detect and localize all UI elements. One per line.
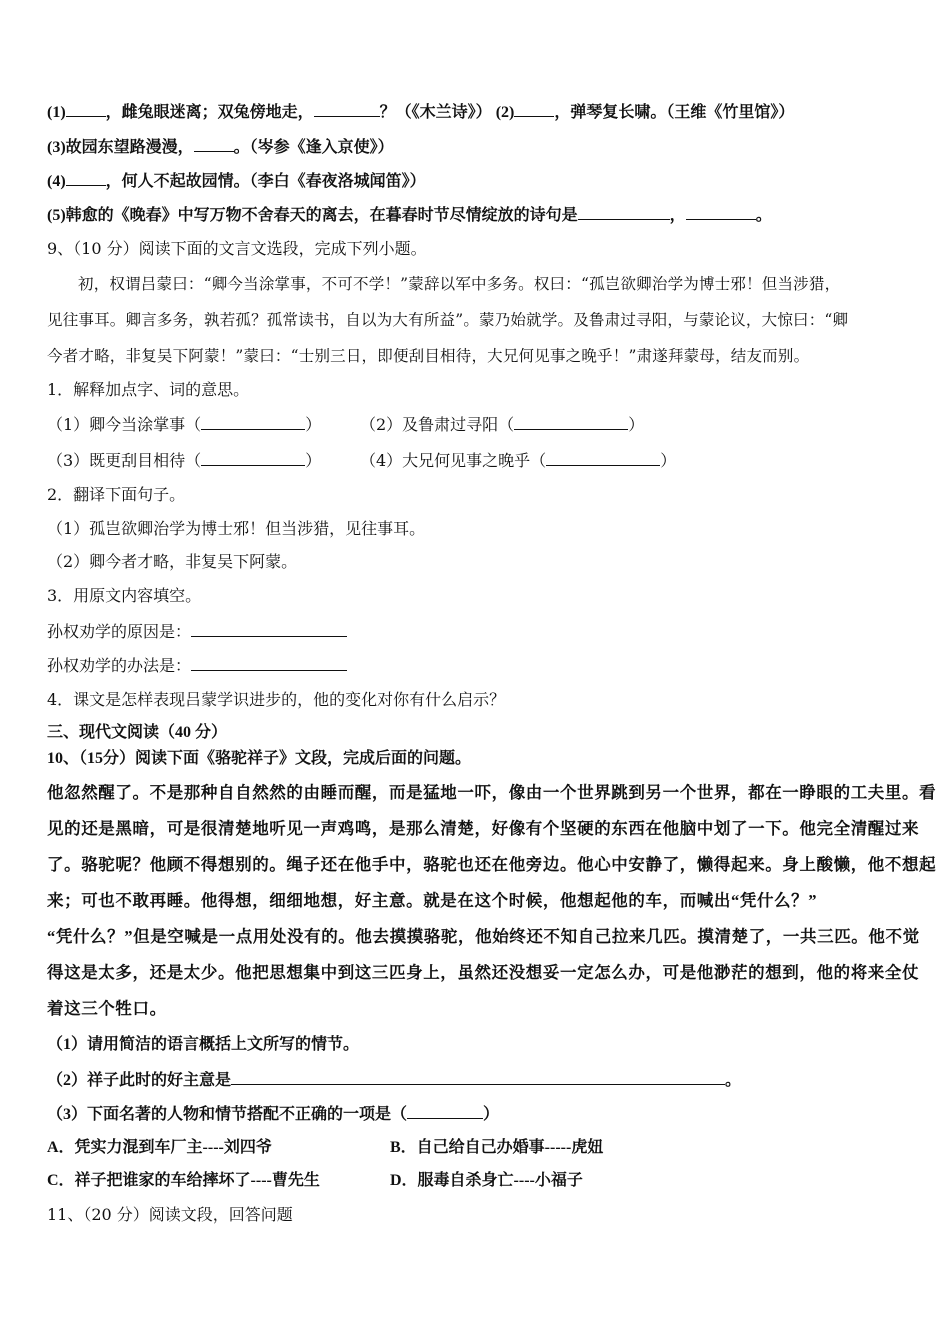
section-heading: 三、现代文阅读（40 分） <box>47 724 228 741</box>
q9-sub2: 2．翻译下面句子。 <box>47 485 186 504</box>
answer-blank[interactable] <box>66 169 106 186</box>
q9-item4 <box>360 449 676 472</box>
poem-fill-q1-q2 <box>47 100 794 124</box>
option-b[interactable]: B．自己给自己办婚事-----虎妞 <box>390 1139 604 1156</box>
item-text: （2）及鲁肃过寻阳（ <box>360 415 515 434</box>
poem-fill-q3 <box>47 135 394 159</box>
poem-fill-q4 <box>47 169 426 193</box>
q4-end: ，何人不起故园情。（李白《春夜洛城闻笛》） <box>105 173 426 190</box>
answer-blank[interactable] <box>514 413 628 430</box>
q5-end: 。 <box>755 207 772 224</box>
item-close: ） <box>305 415 322 434</box>
answer-blank[interactable] <box>191 654 347 671</box>
q2-prefix: (2) <box>495 104 515 121</box>
answer-blank[interactable] <box>578 203 670 220</box>
q2-end: 。 <box>725 1072 742 1089</box>
q9-item2 <box>360 413 644 436</box>
q2-text: （2）祥子此时的好主意是 <box>47 1072 232 1089</box>
q9-trans2: （2）卿今者才略，非复吴下阿蒙。 <box>47 552 298 571</box>
item-text: （4）大兄何见事之晚乎（ <box>360 451 547 470</box>
q9-passage-line: 初，权谓吕蒙曰：“卿今当涂掌事，不可不学！”蒙辞以军中多务。权曰：“孤岂欲卿治学为博士邪！但当涉猎， <box>78 275 841 293</box>
q3-text: （3）下面名著的人物和情节搭配不正确的一项是（ <box>47 1106 408 1123</box>
q10-q1: （1）请用简洁的语言概括上文所写的情节。 <box>47 1036 360 1053</box>
q11-heading: 11、（20 分）阅读文段，回答问题 <box>47 1205 293 1224</box>
q10-passage-line: 着这三个牲口。 <box>47 999 167 1018</box>
q1-mid: ，雌兔眼迷离；双兔傍地走， <box>105 104 314 121</box>
answer-blank[interactable] <box>66 100 106 117</box>
method-label: 孙权劝学的办法是： <box>47 656 192 675</box>
q9-sub1: 1．解释加点字、词的意思。 <box>47 380 250 399</box>
item-text: （3）既更刮目相待（ <box>47 451 202 470</box>
q1-end: ？（《木兰诗》） <box>379 104 492 121</box>
option-d[interactable]: D．服毒自杀身亡----小福子 <box>390 1172 583 1189</box>
poem-fill-q5 <box>47 203 772 227</box>
option-c[interactable]: C．祥子把谁家的车给摔坏了----曹先生 <box>47 1172 320 1189</box>
q10-passage-line: “凭什么？”但是空喊是一点用处没有的。他去摸摸骆驼，他始终还不知自己拉来几匹。摸清楚了，一共三匹。他不觉 <box>47 927 920 946</box>
item-close: ） <box>660 451 677 470</box>
reason-label: 孙权劝学的原因是： <box>47 622 192 641</box>
q9-sub3: 3．用原文内容填空。 <box>47 586 202 605</box>
q9-sub4: 4．课文是怎样表现吕蒙学识进步的，他的变化对你有什么启示？ <box>47 690 506 709</box>
answer-blank[interactable] <box>314 100 380 117</box>
q9-reason <box>47 620 347 643</box>
answer-blank[interactable] <box>514 100 554 117</box>
q10-heading: 10、（15分）阅读下面《骆驼祥子》文段，完成后面的问题。 <box>47 750 472 767</box>
item-close: ） <box>305 451 322 470</box>
item-close: ） <box>628 415 645 434</box>
q10-q3 <box>47 1102 499 1126</box>
q9-trans1: （1）孤岂欲卿治学为博士邪！但当涉猎，见往事耳。 <box>47 519 426 538</box>
q10-passage-line: 他忽然醒了。不是那种自自然然的由睡而醒，而是猛地一吓，像由一个世界跳到另一个世界，都在一睁眼的工夫里。看 <box>47 783 937 802</box>
answer-blank[interactable] <box>686 203 756 220</box>
q3-text: (3)故园东望路漫漫， <box>47 139 194 156</box>
q5-text: (5)韩愈的《晚春》中写万物不舍春天的离去，在暮春时节尽情绽放的诗句是 <box>47 207 578 224</box>
answer-blank[interactable] <box>191 620 347 637</box>
answer-blank[interactable] <box>546 449 660 466</box>
q9-method <box>47 654 347 677</box>
q3-end: ） <box>483 1106 500 1123</box>
q10-passage-line: 来；可也不敢再睡。他得想，细细地想，好主意。就是在这个时候，他想起他的车，而喊出“凭什么？” <box>47 891 818 910</box>
option-a[interactable]: A．凭实力混到车厂主----刘四爷 <box>47 1139 272 1156</box>
q1-prefix: (1) <box>47 104 66 121</box>
q10-passage-line: 了。骆驼呢？他顾不得想别的。绳子还在他手中，骆驼也还在他旁边。他心中安静了，懒得起来。身上酸懒，他不想起 <box>47 855 937 874</box>
q3-end: 。（岑参《逢入京使》） <box>233 139 394 156</box>
q9-item1 <box>47 413 321 436</box>
item-text: （1）卿今当涂掌事（ <box>47 415 202 434</box>
q9-heading: 9、（10 分）阅读下面的文言文选段，完成下列小题。 <box>47 239 427 258</box>
q9-passage-line: 今者才略，非复吴下阿蒙！”蒙曰：“士别三日，即便刮目相待，大兄何见事之晚乎！”肃遂拜蒙母，结友而别。 <box>47 347 810 365</box>
answer-blank[interactable] <box>194 135 234 152</box>
q5-sep: ， <box>669 207 686 224</box>
q2-end: ，弹琴复长啸。（王维《竹里馆》） <box>554 104 795 121</box>
q10-q2 <box>47 1068 741 1092</box>
answer-blank[interactable] <box>407 1102 483 1119</box>
q4-prefix: (4) <box>47 173 66 190</box>
q9-item3 <box>47 449 321 472</box>
answer-blank[interactable] <box>201 449 305 466</box>
answer-blank[interactable] <box>231 1068 725 1085</box>
answer-blank[interactable] <box>201 413 305 430</box>
q9-passage-line: 见往事耳。卿言多务，孰若孤？孤常读书，自以为大有所益”。蒙乃始就学。及鲁肃过寻阳，与蒙论议，大惊曰：“卿 <box>47 311 849 329</box>
q10-passage-line: 得这是太多，还是太少。他把思想集中到这三匹身上，虽然还没想妥一定怎么办，可是他渺茫的想到，他的将来全仗 <box>47 963 920 982</box>
q10-passage-line: 见的还是黑暗，可是很清楚地听见一声鸡鸣，是那么清楚，好像有个坚硬的东西在他脑中划了一下。他完全清醒过来 <box>47 819 920 838</box>
